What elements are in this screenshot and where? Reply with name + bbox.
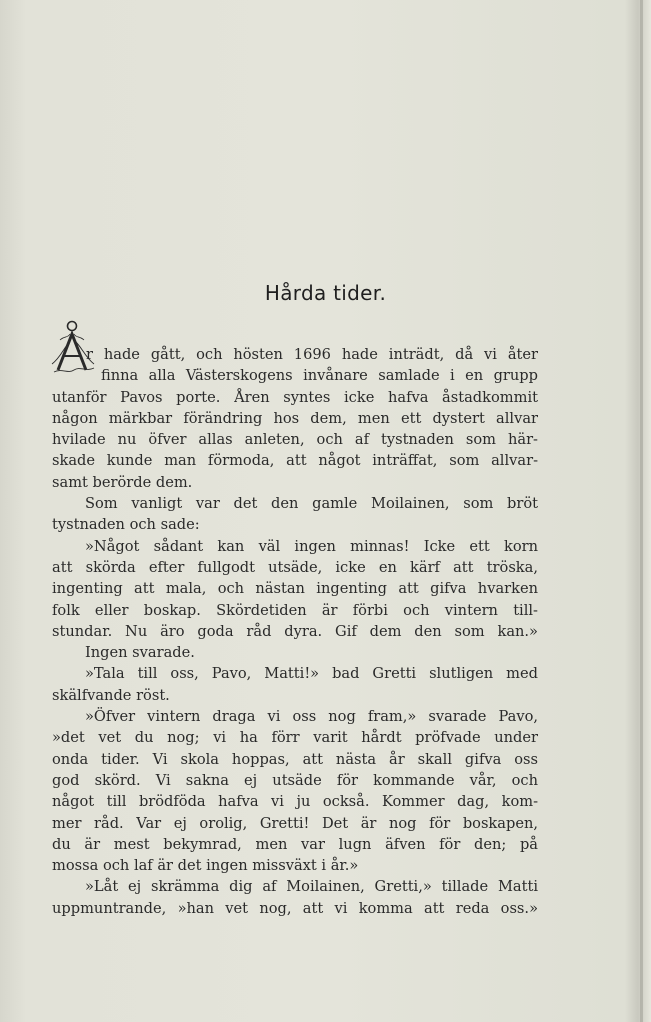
text-line: Ingen svarade. [85,644,195,662]
text-line: att skörda efter fullgodt utsäde, icke en kärf att tröska, [52,558,538,576]
page-edge [640,0,643,1022]
text-line: »det vet du nog; vi ha förr varit hårdt pröfvade under [52,729,538,747]
text-line: folk eller boskap. Skördetiden är förbi och vintern till- [52,601,538,619]
text-line: samt berörde dem. [52,473,193,491]
text-line: god skörd. Vi sakna ej utsäde för kommande vår, och [52,771,538,789]
text-line: onda tider. Vi skola hoppas, att nästa år skall gifva oss [52,750,538,768]
text-line: »Något sådant kan väl ingen minnas! Icke ett korn [85,537,538,555]
text-line: r hade gått, och hösten 1696 hade inträdt, då vi åter [86,346,538,363]
text-line: tystnaden och sade: [52,516,200,534]
text-line: ingenting att mala, och nästan ingenting att gifva hvarken [52,580,538,598]
text-line: »Låt ej skrämma dig af Moilainen, Gretti,» tillade Matti [85,878,538,896]
text-line: Som vanligt var det den gamle Moilainen, som bröt [85,495,538,513]
text-line: »Öfver vintern draga vi oss nog fram,» svarade Pavo, [85,708,538,726]
text-line: mer råd. Var ej orolig, Gretti! Det är nog för boskapen, [52,814,538,832]
chapter-title: Hårda tider. [264,281,387,305]
text-line: skade kunde man förmoda, att något inträffat, som allvar- [52,452,538,470]
text-line: stundar. Nu äro goda råd dyra. Gif dem den som kan.» [52,622,538,640]
text-line: någon märkbar förändring hos dem, men ett dystert allvar [52,409,538,427]
text-line: skälfvande röst. [52,686,170,704]
text-line: något till brödföda hafva vi ju också. Kommer dag, kom- [52,793,538,811]
text-line: hvilade nu öfver allas anleten, och af tystnaden som här- [52,431,538,449]
text-line: du är mest bekymrad, men var lugn äfven för den; på [52,835,538,853]
text-line: »Tala till oss, Pavo, Matti!» bad Gretti slutligen med [85,665,538,683]
text-line: utanför Pavos porte. Åren syntes icke hafva åstadkommit [52,388,538,406]
body-text [52,344,538,919]
text-line: mossa och laf är det ingen missväxt i år.» [52,857,359,875]
text-line: uppmuntrande, »han vet nog, att vi komma att reda oss.» [52,899,538,917]
text-line: finna alla Västerskogens invånare samlade i en grupp [101,367,538,385]
